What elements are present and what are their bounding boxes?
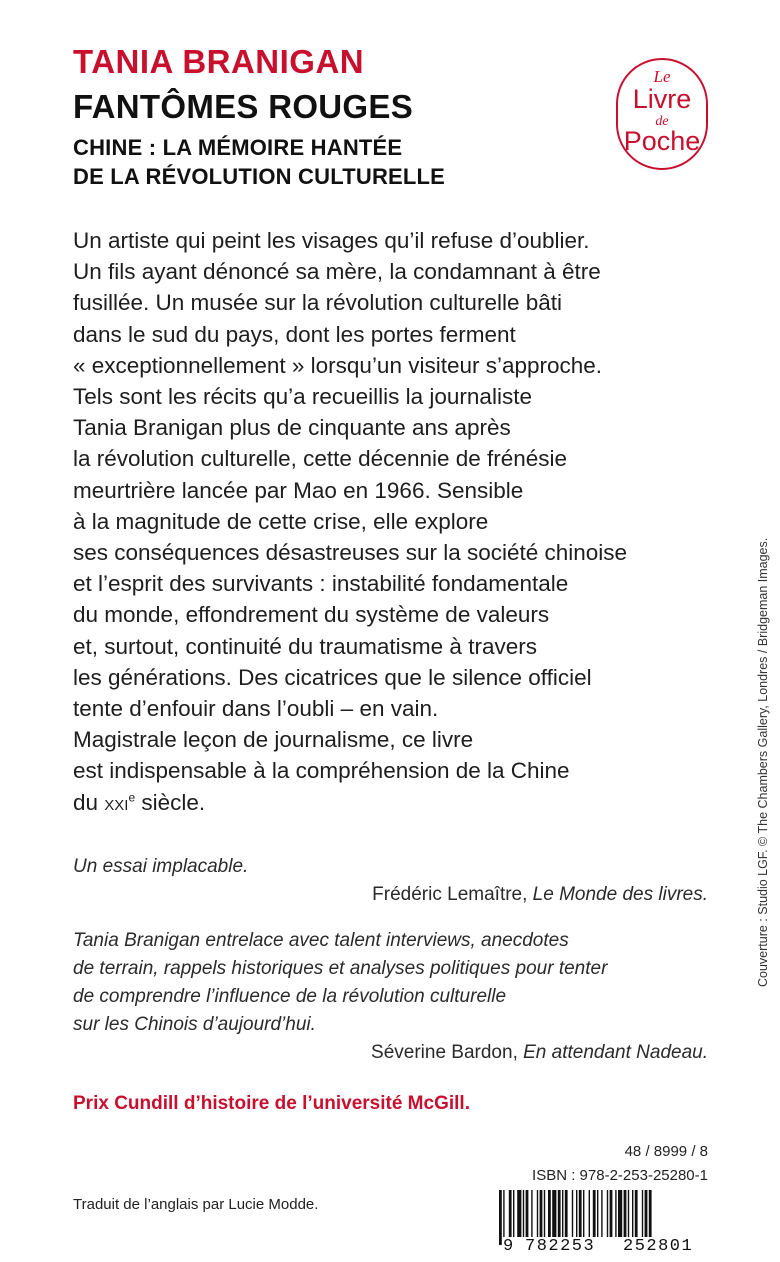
publisher-logo	[616, 58, 708, 170]
review-quote-1: Un essai implacable.	[73, 856, 249, 877]
blurb-line: est indispensable à la compréhension de la Chine	[73, 758, 570, 784]
blurb-line: Magistrale leçon de journalisme, ce livre	[73, 727, 474, 753]
blurb-line: la révolution culturelle, cette décennie de frénésie	[73, 446, 568, 472]
barcode-digit-group: 252801	[623, 1237, 694, 1256]
logo-text-poche: Poche	[623, 126, 701, 156]
isbn: ISBN : 978-2-253-25280-1	[532, 1167, 708, 1184]
blurb-line: Tania Branigan plus de cinquante ans après	[73, 415, 511, 441]
barcode-digit-group: 782253	[525, 1237, 596, 1256]
blurb-line: meurtrière lancée par Mao en 1966. Sensible	[73, 477, 524, 503]
blurb-line: à la magnitude de cette crise, elle explore	[73, 508, 489, 534]
century-numeral: XXI	[104, 796, 129, 814]
barcode-digit-prefix: 9	[503, 1237, 514, 1256]
book-title: FANTÔMES ROUGES	[73, 88, 414, 125]
blurb	[73, 225, 713, 821]
century-superscript: e	[128, 790, 136, 805]
review-source: En attendant Nadeau.	[523, 1042, 708, 1063]
quote-line: Tania Branigan entrelace avec talent interviews, anecdotes	[73, 930, 569, 951]
barcode-digits	[503, 1237, 723, 1256]
blurb-last-line	[73, 787, 713, 821]
blurb-line: et, surtout, continuité du traumatisme à travers	[73, 633, 537, 659]
logo-text-livre: Livre	[632, 84, 692, 114]
blurb-line: Un fils ayant dénoncé sa mère, la condamnant à être	[73, 259, 601, 285]
review-source: Le Monde des livres.	[532, 884, 708, 905]
blurb-line: dans le sud du pays, dont les portes ferment	[73, 321, 516, 347]
logo-text-le: Le	[653, 67, 671, 86]
blurb-line: et l’esprit des survivants : instabilité fondamentale	[73, 571, 569, 597]
blurb-line: ses conséquences désastreuses sur la société chinoise	[73, 540, 628, 566]
review-author: Frédéric Lemaître,	[372, 884, 533, 905]
subtitle-line: CHINE : LA MÉMOIRE HANTÉE	[73, 135, 403, 160]
quote-line: de comprendre l’influence de la révolution culturelle	[73, 986, 507, 1007]
blurb-line: fusillée. Un musée sur la révolution culturelle bâti	[73, 290, 562, 316]
blurb-line: Tels sont les récits qu’a recueillis la journaliste	[73, 384, 532, 410]
catalog-number: 48 / 8999 / 8	[624, 1143, 708, 1160]
book-subtitle	[73, 133, 445, 191]
quote-line: de terrain, rappels historiques et analyses politiques pour tenter	[73, 958, 608, 979]
cover-credit: Couverture : Studio LGF. © The Chambers Gallery, Londres / Bridgeman Images.	[756, 537, 770, 987]
translator-credit: Traduit de l’anglais par Lucie Modde.	[73, 1196, 319, 1213]
prize-mention: Prix Cundill d’histoire de l’université McGill.	[73, 1093, 470, 1114]
blurb-line: les générations. Des cicatrices que le silence officiel	[73, 664, 592, 690]
blurb-text: siècle.	[135, 789, 206, 815]
blurb-line: Un artiste qui peint les visages qu’il refuse d’oublier.	[73, 228, 590, 253]
blurb-line: « exceptionnellement » lorsqu’un visiteur s’approche.	[73, 352, 603, 378]
blurb-line: tente d’enfouir dans l’oubli – en vain.	[73, 696, 439, 722]
review-attribution-2	[371, 1042, 708, 1064]
review-author: Séverine Bardon,	[371, 1042, 524, 1063]
author-name: TANIA BRANIGAN	[73, 43, 365, 80]
review-attribution-1	[372, 884, 708, 906]
quote-line: sur les Chinois d’aujourd’hui.	[73, 1014, 316, 1035]
blurb-line: du monde, effondrement du système de valeurs	[73, 602, 550, 628]
logo-text-de: de	[655, 114, 669, 129]
review-quote-2	[73, 927, 713, 1039]
blurb-text: du	[73, 789, 105, 815]
subtitle-line: DE LA RÉVOLUTION CULTURELLE	[73, 164, 446, 189]
